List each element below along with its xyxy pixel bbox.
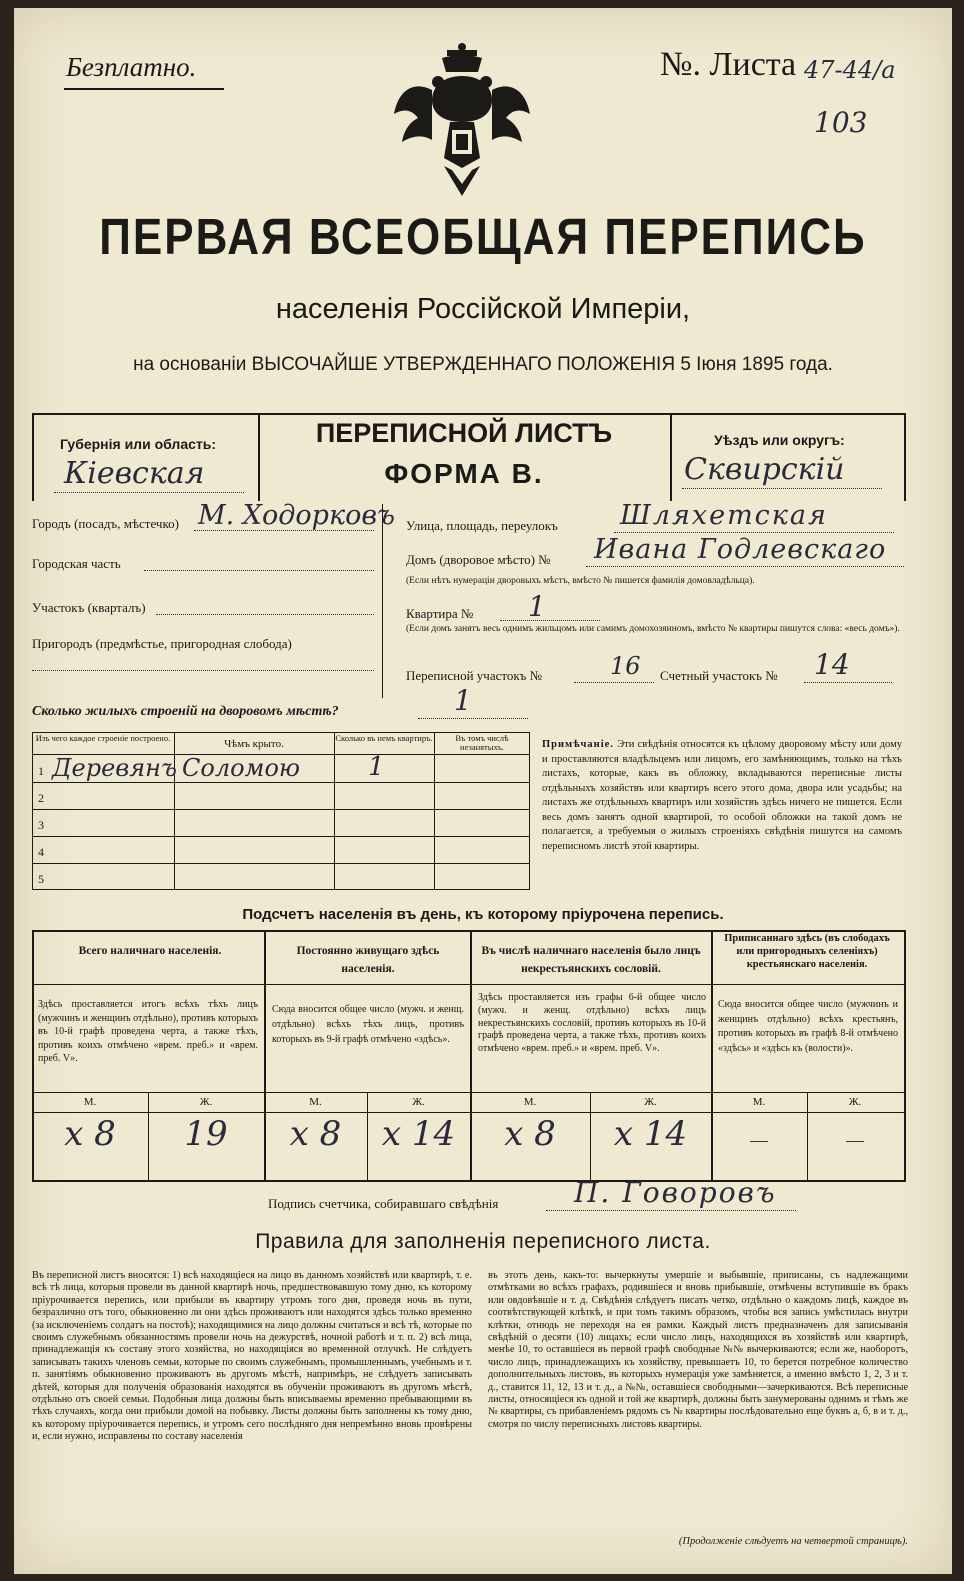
count-col2-desc: Сюда вносится общее число (мужч. и женщ. отдѣльно) всѣхъ тѣхъ лицъ, противъ которыхъ въ 9-й графѣ отмѣчено «здѣсь».	[272, 1004, 464, 1045]
count-col4-male: —	[750, 1130, 768, 1150]
census-area-label: Переписной участокъ №	[406, 668, 543, 683]
house-label: Домъ (дворовое мѣсто) №	[406, 552, 551, 567]
city-part-label: Городская часть	[32, 556, 121, 571]
buildings-col-vacant: Въ томъ числѣ незанятыхъ.	[455, 733, 509, 752]
form-title: ПЕРЕПИСНОЙ ЛИСТЪ	[315, 418, 613, 448]
gubernia-value: Кіевская	[64, 456, 205, 491]
count-col2-head: Постоянно живущаго здѣсь населенія.	[296, 945, 440, 975]
double-headed-eagle-icon	[392, 42, 532, 200]
uezd-value: Сквирскій	[684, 452, 845, 487]
buildings-col-roof: Чѣмъ крыто.	[224, 738, 284, 750]
sheet-no-value-2: 103	[814, 106, 868, 139]
count-title: Подсчетъ населенія въ день, къ которому пріурочена перепись.	[242, 906, 724, 923]
apt-value: 1	[528, 590, 546, 623]
rules-right: въ этотъ день, какъ-то: вычеркнуты умершіе и выбывшіе, приписаны, съ надлежащими отмѣтками во всѣхъ графахъ, родившіеся и вновь прибывшіе, отмѣчены вступившіе въ бракъ или овдовѣвшіе и т. д. Свѣдѣнія слѣдуетъ писать четко, отдѣльно о каждомъ лицѣ, каждое въ соотвѣтствующей клѣткѣ, и при томъ такимъ образомъ, чтобы вся запись умѣстилась внутри клѣтки, отнюдь не переходя на ея рамки. Каждый листъ предназначенъ для записыванія свѣдѣній о десяти (10) лицахъ; если число лицъ, находящихся въ хозяйствѣ или квартирѣ, менѣе 10, то оставшіеся въ первой графѣ свободные №№ вычеркиваются; если же, наоборотъ, число лицъ, принадлежащихъ къ хозяйству, превышаетъ 10, то берется потребное количество дополнительныхъ листовъ, въ которыхъ нумерація уже замѣняется, а именно вмѣсто 1, 2, 3 и т. д., ставится 11, 12, 13 и т. д., а №№, оставшіеся свободными—зачеркиваются. Всѣ переписные листы, относящіеся къ одной и той же квартирѣ, должны быть занумерованы однимъ и тѣмъ же № квартиры, съ прибавленіемъ рядомъ съ № квартиры послѣдовательно еще буквъ а, б, в и т. д., смотря по числу переписныхъ листовъ квартиры.	[488, 1270, 908, 1430]
free-label: Безплатно.	[66, 52, 197, 82]
count-area-value: 14	[814, 648, 850, 681]
subtitle: населенія Россійской Имперіи,	[275, 293, 691, 325]
buildings-rows	[32, 752, 530, 890]
table-row: 1 Деревянъ Соломою 1	[32, 756, 530, 783]
house-note: (Если нѣтъ нумераціи дворовыхъ мѣстъ, вмѣсто № пишется фамилія домовладѣльца).	[406, 576, 755, 586]
count-col4-head: Приписаннаго здѣсь (въ слободахъ или пригородныхъ селеніяхъ) крестьянскаго населенія.	[724, 933, 890, 970]
rules-left: Въ переписной листъ вносятся: 1) всѣ находящіеся на лицо въ данномъ хозяйствѣ или квартирѣ, т. е. всѣ тѣ лица, которыя провели въ данной квартирѣ ночь, предшествовавшую тому дню, къ которому пріурочивается перепись, или прибыли въ квартиру утромъ того дня, проведя ночь въ пути, безразлично отъ того, обыкновенно ли они здѣсь проживаютъ или находятся здѣсь только временно (за исключеніемъ солдатъ на постоѣ); находящимися на лицо должны считаться и всѣ тѣ, которые по своимъ служебнымъ обязанностямъ провели ночь на дежурствѣ, ночной работѣ и т. п. 2) всѣ лица, принадлежащія къ составу этого хозяйства, но находящіяся во временной отлучкѣ. Не слѣдуетъ записывать такихъ членовъ семьи, которые по своимъ служебнымъ, промышленнымъ, учебнымъ и т. п. занятіямъ обыкновенно проживаютъ въ другомъ мѣстѣ, напримѣръ, не слѣдуетъ записывать дѣтей, которыя для полученія образованія находятся въ обученіи проживаютъ въ другомъ мѣстѣ, отдѣльно отъ своей семьи. Подобныя лица должны быть вписываемы временно пребывающими въ тѣхъ случаяхъ, когда они прибыли домой на побывку. Листы должны быть заполнены къ тому дню, къ которому пріурочивается перепись, и утромъ сего послѣдняго дня непремѣнно вновь провѣрены и, если нужно, исправлены по составу населенія	[32, 1270, 472, 1443]
count-col1-female: 19	[184, 1114, 228, 1154]
apt-note: (Если домъ занятъ весь однимъ жильцомъ или самимъ домохозяиномъ, вмѣсто № квартиры пишутся слова: «весь домъ»).	[406, 624, 900, 634]
count-col3-head: Въ числѣ наличнаго населенія было лицъ некрестьянскихъ сословій.	[481, 945, 701, 975]
count-col1-male: х 8	[64, 1114, 116, 1154]
sheet-no-label: №. Листа	[660, 46, 797, 83]
count-col3-female: х 14	[613, 1114, 688, 1154]
city-value: М. Ходорковъ	[198, 500, 396, 531]
count-area-label: Счетный участокъ №	[660, 668, 778, 683]
rules-title: Правила для заполненія переписного листа.	[255, 1230, 711, 1253]
apt-label: Квартира №	[406, 606, 474, 621]
sheet-no-value: 47-44/а	[804, 56, 896, 84]
count-col1-desc: Здѣсь проставляется итогъ всѣхъ тѣхъ лицъ (мужчинъ и женщинъ отдѣльно), противъ которыхъ въ 10-й графѣ проведена черта, а также тѣхъ, противъ коихъ отмѣчено «врем. преб.» и «врем. преб. V».	[38, 999, 258, 1064]
census-sheet: Безплатно. №. Листа 47-44/а 103 ПЕРВАЯ ВСЕОБЩАЯ ПЕРЕПИСЬ населенія Россійской Имперіи, на основаніи ВЫСОЧАЙШЕ УТВЕРЖДЕННАГО ПОЛОЖЕНІЯ 5 Іюня 1895 года. Губернія или область: Кіевская ПЕРЕПИСНОЙ ЛИСТЪ ФОРМА В. Уѣздъ или округъ: Сквирскій Городъ (посадъ, мѣстечко) М. Ходорковъ Городская часть Участокъ (кварталъ) Пригородъ (предмѣстье, пригородная слобода) Улица, площадь, переулокъ Шляхетская Домъ (дворовое мѣсто) № Ивана Годлевскаго (Если нѣтъ нумераціи дворовыхъ мѣстъ, вмѣсто № пишется фамилія домовладѣльца). Квартира № 1 (Если домъ занятъ весь однимъ жильцомъ или самимъ домохозяиномъ, вмѣсто № квартиры пишутся слова: «весь домъ»). Переписной участокъ № 16 Счетный участокъ № 14 Сколько жилыхъ строеній на дворовомъ мѣстѣ? 1 Изъ чего каждое строеніе построено. Чѣмъ крыто. Сколько въ немъ квартиръ. Въ томъ числѣ незанятыхъ. 1 Деревянъ Соломою 1 2 3 4 5 Примѣчаніе. Эти свѣдѣнія относятся къ цѣлому дворовому мѣсту или дому и проставляются владѣльцемъ или лицомъ, его замѣняющимъ, только на тѣхъ листахъ, которые, какъ въ обложку, вкладываются переписные листы отдѣльныхъ хозяйствъ или квартиръ всего этого дома, двора или усадьбы; на листахъ же отдѣльныхъ квартиръ или хозяйствъ здѣсь ничего не пишется. Если весь домъ занятъ одной квартирой, то особой обложки на такой домъ не полагается, а требуемыя о жилыхъ строеніяхъ свѣдѣнія пишутся на самомъ переписномъ листѣ этой квартиры. Подсчетъ населенія въ день, къ которому пріурочена перепись. Всего наличнаго населенія. Здѣсь проставляется итогъ всѣхъ тѣхъ лицъ (мужчинъ и женщинъ отдѣльно), противъ которыхъ въ 10-й графѣ проведена черта, а также тѣхъ, противъ коихъ отмѣчено «врем. преб.» и «врем. преб. V». М. Ж. х 8 19 Постоянно живущаго здѣсь населенія. Сюда вносится общее число (мужч. и женщ. отдѣльно) всѣхъ тѣхъ лицъ, противъ которыхъ въ 9-й графѣ отмѣчено «здѣсь». М. Ж. х 8 х 14 Въ числѣ наличнаго населенія было лицъ некрестьянскихъ сословій. Здѣсь проставляется изъ графы 6-й общее число (мужч. и женщ. отдѣльно) всѣхъ лицъ некрестьянскихъ сословій, противъ которыхъ въ 10-й графѣ проведена черта, а также тѣхъ, противъ коихъ отмѣчено «врем. преб.» и «врем. преб. V». М. Ж. х 8 х 14 Приписаннаго здѣсь (въ слободахъ или пригородныхъ селеніяхъ) крестьянскаго населенія. Сюда вносится общее число (мужчинъ и женщинъ отдѣльно) всѣхъ крестьянъ, противъ которыхъ въ графѣ 8-й отмѣчено «здѣсь» и «здѣсь къ (волости)». М. Ж. — — Подпись счетчика, собиравшаго свѣдѣнія П. Говоровъ Правила для заполненія переписного листа. Въ переписной листъ вносятся: 1) всѣ находящіеся на лицо въ данномъ хозяйствѣ или квартирѣ, т. е. всѣ тѣ лица, которыя провели въ данной квартирѣ ночь, предшествовавшую тому дню, къ которому пріурочивается перепись, или прибыли въ квартиру утромъ того дня, проведя ночь въ пути, безразлично отъ того, обыкновенно ли они здѣсь проживаютъ или находятся здѣсь только временно (за исключеніемъ солдатъ на постоѣ); находящимися на лицо должны считаться и всѣ тѣ, которые по своимъ служебнымъ обязанностямъ провели ночь на дежурствѣ, ночной работѣ и т. п. 2) всѣ лица, принадлежащія къ составу этого хозяйства, но находящіяся во временной отлучкѣ. Не слѣдуетъ записывать такихъ членовъ семьи, которые по своимъ служебнымъ, промышленнымъ, учебнымъ и т. п. занятіямъ обыкновенно проживаютъ въ другомъ мѣстѣ, напримѣръ, не слѣдуетъ записывать дѣтей, которыя для полученія образованія находятся въ обученіи проживаютъ въ другомъ мѣстѣ, отдѣльно отъ своей семьи. Подобныя лица должны быть вписываемы временно пребывающими въ тѣхъ случаяхъ, когда они прибыли домой на побывку. Листы должны быть заполнены къ тому дню, къ которому пріурочивается перепись, и утромъ сего послѣдняго дня непремѣнно вновь провѣрены и, если нужно, исправлены по составу населенія въ этотъ день, какъ-то: вычеркнуты умершіе и выбывшіе, приписаны, съ надлежащими отмѣтками во всѣхъ графахъ, родившіеся и вновь прибывшіе, отмѣчены вступившіе въ бракъ или овдовѣвшіе и т. д. Свѣдѣнія слѣдуетъ писать четко, отдѣльно о каждомъ лицѣ, каждое въ соотвѣтствующей клѣткѣ, и при томъ такимъ образомъ, чтобы вся запись умѣстилась внутри клѣтки, отнюдь не переходя на ея рамки. Каждый листъ предназначенъ для записыванія свѣдѣній о десяти (10) лицахъ; если число лицъ, находящихся въ хозяйствѣ или квартирѣ, менѣе 10, то оставшіеся въ первой графѣ свободные №№ вычеркиваются; если же, наоборотъ, число лицъ, принадлежащихъ къ хозяйству, превышаетъ 10, то берется потребное количество дополнительныхъ листовъ, въ которыхъ нумерація уже замѣняется, а именно вмѣсто 1, 2, 3 и т. д., ставится 11, 12, 13 и т. д., а №№, оставшіеся свободными—зачеркиваются. Всѣ переписные листы, относящіеся къ одной и той же квартирѣ, должны быть занумерованы однимъ и тѣмъ же № квартиры, съ прибавленіемъ рядомъ съ № квартиры послѣдовательно еще буквъ а, б, в и т. д., смотря по числу переписныхъ листовъ квартиры. (Продолженіе слѣдуетъ на четвертой страницѣ).	[14, 8, 952, 1574]
buildings-question: Сколько жилыхъ строеній на дворовомъ мѣстѣ?	[32, 704, 339, 719]
count-col3-male: х 8	[504, 1114, 556, 1154]
count-col4-desc: Сюда вносится общее число (мужчинъ и женщинъ отдѣльно) всѣхъ крестьянъ, противъ которыхъ въ графѣ 8-й отмѣчено «здѣсь» и «здѣсь къ (волости)».	[718, 999, 898, 1054]
buildings-col-material: Изъ чего каждое строеніе построено.	[35, 733, 171, 743]
count-col2-female: х 14	[381, 1114, 456, 1154]
count-col1-head: Всего наличнаго населенія.	[78, 945, 222, 957]
census-area-value: 16	[610, 652, 641, 680]
basis-line: на основаніи ВЫСОЧАЙШЕ УТВЕРЖДЕННАГО ПОЛОЖЕНІЯ 5 Іюня 1895 года.	[133, 354, 833, 375]
table-row: 5	[38, 872, 44, 886]
house-value: Ивана Годлевскаго	[594, 534, 887, 565]
main-title: ПЕРВАЯ ВСЕОБЩАЯ ПЕРЕПИСЬ	[99, 209, 867, 266]
street-label: Улица, площадь, переулокъ	[406, 518, 558, 533]
uezd-label: Уѣздъ или округъ:	[714, 432, 845, 448]
table-row: 3	[32, 810, 530, 837]
city-label: Городъ (посадъ, мѣстечко)	[32, 516, 179, 531]
buildings-answer: 1	[454, 684, 472, 717]
gubernia-label: Губернія или область:	[60, 436, 217, 452]
buildings-note: Примѣчаніе. Эти свѣдѣнія относятся къ цѣлому дворовому мѣсту или дому и проставляются владѣльцемъ или лицомъ, его замѣняющимъ, только на тѣхъ листахъ, которые, какъ въ обложку, вкладываются переписные листы отдѣльныхъ хозяйствъ или квартиръ всего этого дома, двора или усадьбы; на листахъ же отдѣльныхъ квартиръ или хозяйствъ здѣсь ничего не пишется. Если весь домъ занятъ одной квартирой, то особой обложки на такой домъ не полагается, а требуемыя о жилыхъ строеніяхъ свѣдѣнія пишутся на самомъ переписномъ листѣ этой квартиры.	[542, 739, 902, 852]
count-col3-desc: Здѣсь проставляется изъ графы 6-й общее число (мужч. и женщ. отдѣльно) всѣхъ лицъ некрестьянскихъ сословій, противъ которыхъ въ 10-й графѣ проведена черта, а также тѣхъ, противъ коихъ отмѣчено «врем. преб.» и «врем. преб. V».	[478, 992, 706, 1055]
district-label: Участокъ (кварталъ)	[32, 600, 146, 615]
street-value: Шляхетская	[620, 500, 828, 531]
free-underline	[64, 88, 224, 90]
form-letter: ФОРМА В.	[384, 458, 544, 489]
rules-continue: (Продолженіе слѣдуетъ на четвертой страницѣ).	[678, 1536, 908, 1547]
buildings-col-apts: Сколько въ немъ квартиръ.	[335, 733, 433, 743]
count-col2-male: х 8	[289, 1114, 342, 1154]
suburb-label: Пригородъ (предмѣстье, пригородная слобода)	[32, 636, 292, 651]
signature-value: П. Говоровъ	[574, 1176, 777, 1209]
count-col4-female: —	[846, 1130, 864, 1150]
table-row: 4	[32, 837, 530, 864]
signature-label: Подпись счетчика, собиравшаго свѣдѣнія	[268, 1196, 499, 1211]
table-row: 2	[32, 783, 530, 810]
